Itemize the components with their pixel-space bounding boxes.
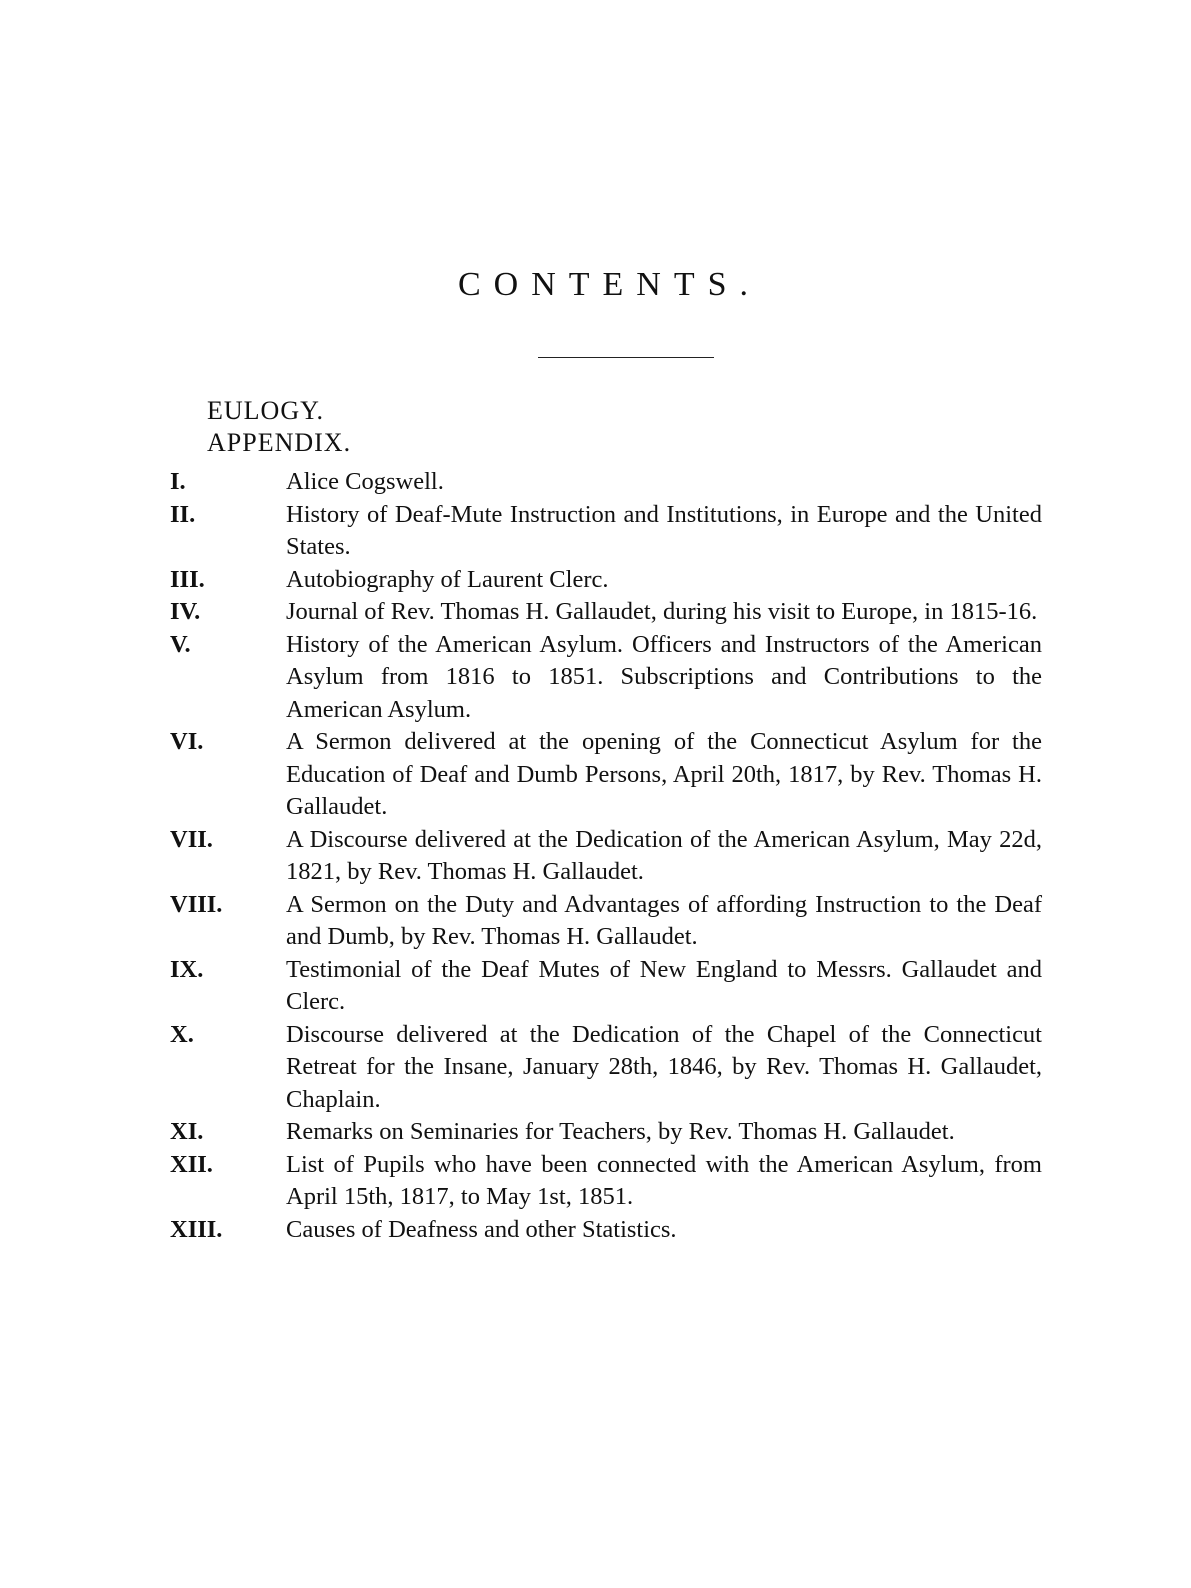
title-divider [538, 357, 714, 358]
entry-numeral: V. [170, 630, 191, 658]
entry-text: Remarks on Seminaries for Teachers, by Rev. Thomas H. Gallaudet. [286, 1118, 955, 1145]
contents-entry [170, 1019, 1042, 1117]
entry-numeral: VII. [170, 825, 213, 853]
entry-text: Discourse delivered at the Dedication of the Chapel of the Connecticut Retreat for the Insane, January 28th, 1846, by Rev. Thomas H. Gallaudet, Chaplain. [286, 1020, 1042, 1113]
contents-entry [170, 629, 1042, 727]
entry-numeral: X. [170, 1020, 194, 1048]
entry-numeral: II. [170, 500, 196, 528]
entry-numeral: III. [170, 565, 205, 593]
entry-numeral: VIII. [170, 890, 223, 918]
contents-entry [170, 726, 1042, 824]
entry-text: A Discourse delivered at the Dedication of the American Asylum, May 22d, 1821, by Rev. Thomas H. Gallaudet. [286, 825, 1042, 885]
entry-numeral: I. [170, 468, 186, 495]
entry-numeral: XIII. [170, 1215, 223, 1243]
entry-text: History of the American Asylum. Officers and Instructors of the American Asylum from 1816 to 1851. Subscriptions and Contributions to the American Asylum. [286, 630, 1042, 723]
contents-entry [170, 824, 1042, 889]
entry-text: A Sermon on the Duty and Advantages of affording Instruction to the Deaf and Dumb, by Rev. Thomas H. Gallaudet. [286, 890, 1042, 950]
entry-numeral: VI. [170, 728, 204, 755]
contents-entry [170, 466, 1042, 499]
entry-text: Testimonial of the Deaf Mutes of New England to Messrs. Gallaudet and Clerc. [286, 955, 1042, 1015]
entry-text: Causes of Deafness and other Statistics. [286, 1215, 677, 1243]
entry-text: Autobiography of Laurent Clerc. [286, 565, 609, 593]
contents-entry [170, 954, 1042, 1019]
entry-numeral: IX. [170, 955, 204, 983]
contents-entry [170, 1149, 1042, 1214]
contents-entry [170, 564, 1042, 597]
contents-list [170, 466, 1042, 1246]
contents-entry [170, 889, 1042, 954]
entry-numeral: IV. [170, 598, 201, 625]
entry-text: History of Deaf-Mute Instruction and Institutions, in Europe and the United States. [286, 500, 1042, 560]
entry-text: A Sermon delivered at the opening of the Connecticut Asylum for the Education of Deaf and Dumb Persons, April 20th, 1817, by Rev. Thomas H. Gallaudet. [286, 728, 1042, 820]
section-heading-eulogy: EULOGY. [207, 396, 325, 425]
entry-numeral: XII. [170, 1150, 213, 1178]
contents-entry [170, 1116, 1042, 1149]
entry-numeral: XI. [170, 1118, 204, 1145]
entry-text: Journal of Rev. Thomas H. Gallaudet, during his visit to Europe, in 1815-16. [286, 598, 1038, 625]
page-title: CONTENTS. [457, 266, 762, 303]
entry-text: Alice Cogswell. [286, 468, 444, 495]
section-heading-appendix: APPENDIX. [207, 428, 352, 457]
contents-entry [170, 596, 1042, 629]
contents-entry [170, 499, 1042, 564]
contents-entry [170, 1214, 1042, 1247]
entry-text: List of Pupils who have been connected with the American Asylum, from April 15th, 1817, to May 1st, 1851. [286, 1150, 1042, 1210]
